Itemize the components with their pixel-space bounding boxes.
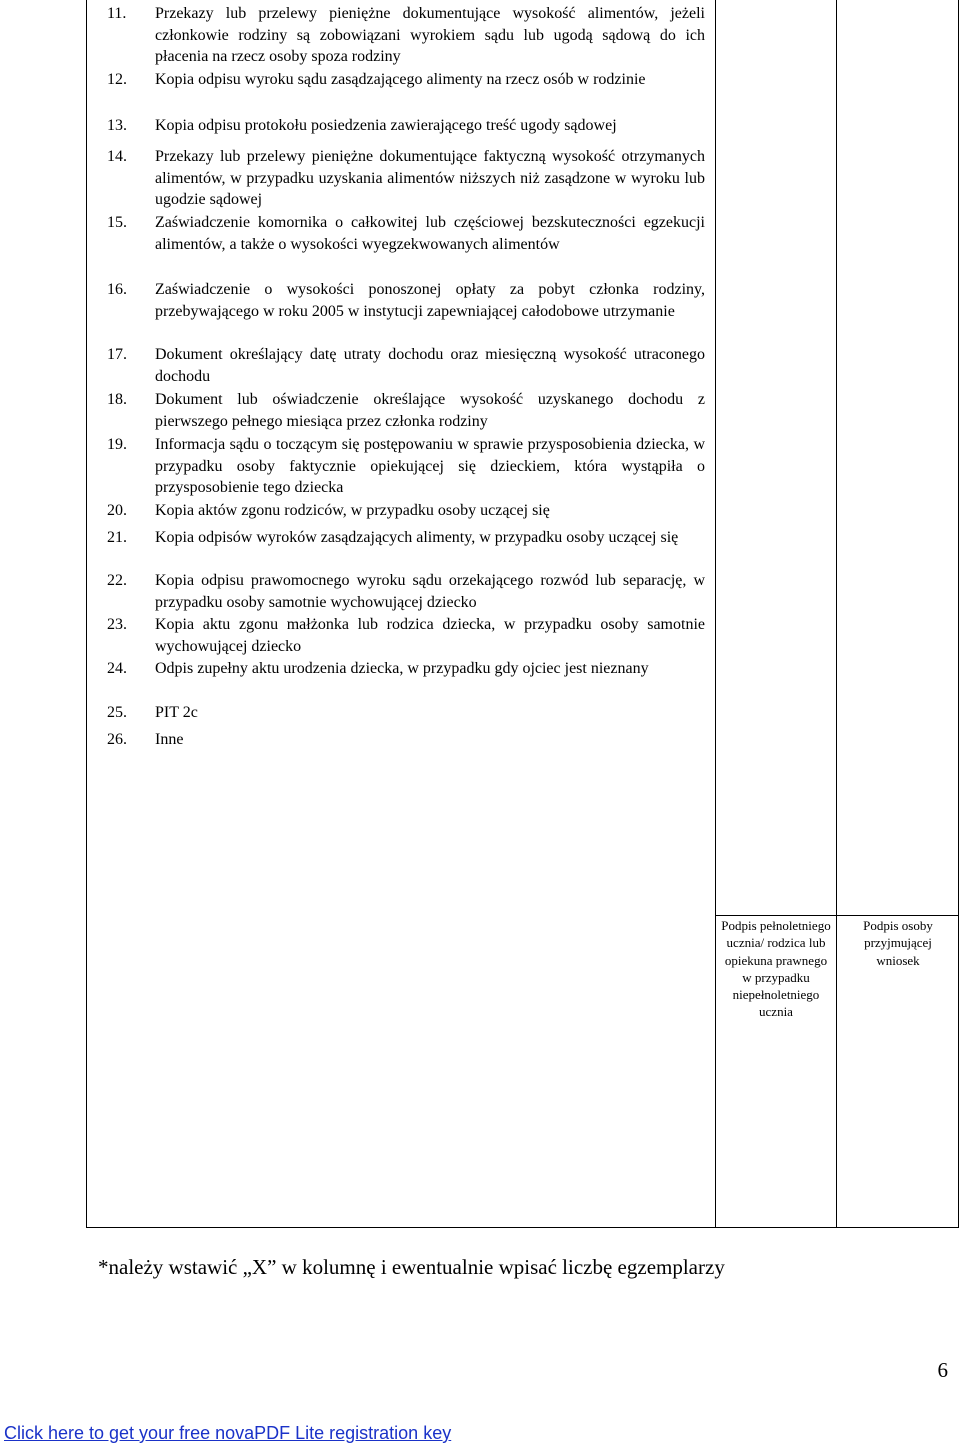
footnote: *należy wstawić „X” w kolumnę i ewentualnie wpisać liczbę egzemplarzy	[98, 1255, 725, 1279]
list-item	[87, 387, 715, 431]
item-text: Kopia aktu zgonu małżonka lub rodzica dziecka, w przypadku osoby samotnie wychowującej dziecko	[155, 616, 705, 655]
registration-link[interactable]: Click here to get your free novaPDF Lite registration key	[4, 1423, 452, 1443]
item-text: Przekazy lub przelewy pieniężne dokumentujące faktyczną wysokość otrzymanych alimentów, w przypadku uzyskania alimentów niższych niż zasądzone w wyroku lub ugodzie sądowej	[155, 148, 705, 208]
item-text: Informacja sądu o toczącym się postępowaniu w sprawie przysposobienia dziecka, w przypadku osoby faktycznie opiekującej się dzieckiem, która wystąpiła o przysposobienie tego dziecka	[155, 436, 705, 496]
list-item	[87, 568, 715, 612]
list-item	[87, 612, 715, 656]
list-item	[87, 139, 715, 209]
item-text: Kopia odpisu protokołu posiedzenia zawierającego treść ugody sądowej	[155, 117, 617, 134]
signature-row-divider	[715, 915, 959, 916]
item-number: 18.	[107, 391, 127, 408]
item-number: 12.	[107, 71, 127, 88]
item-number: 13.	[107, 117, 127, 134]
item-number: 19.	[107, 436, 127, 453]
item-number: 25.	[107, 704, 127, 721]
column-divider-1	[715, 0, 716, 1228]
list-item	[87, 209, 715, 276]
item-text: Kopia odpisu prawomocnego wyroku sądu orzekającego rozwód lub separację, w przypadku osoby samotnie wychowującej dziecko	[155, 572, 705, 611]
item-number: 14.	[107, 148, 127, 165]
item-text: Kopia odpisu wyroku sądu zasądzającego alimenty na rzecz osób w rodzinie	[155, 71, 646, 88]
list-item	[87, 726, 715, 754]
item-text: Przekazy lub przelewy pieniężne dokumentujące wysokość alimentów, jeżeli członkowie rodziny są zobowiązani wyrokiem sądu lub ugodą sądową do ich płacenia na rzecz osoby spoza rodziny	[155, 5, 705, 65]
item-text: Kopia odpisów wyroków zasądzających alimenty, w przypadku osoby uczącej się	[155, 529, 679, 546]
item-number: 23.	[107, 616, 127, 633]
receiver-signature-label: Podpis osoby przyjmującej wniosek	[863, 918, 933, 968]
item-text: Dokument lub oświadczenie określające wysokość uzyskanego dochodu z pierwszego pełnego miesiąca przez członka rodziny	[155, 391, 705, 430]
item-text: Zaświadczenie o wysokości ponoszonej opłaty za pobyt członka rodziny, przebywającego w roku 2005 w instytucji zapewniającej całodobowe utrzymanie	[155, 281, 705, 320]
list-item	[87, 112, 715, 139]
page-number: 6	[937, 1358, 948, 1382]
item-text: Kopia aktów zgonu rodziców, w przypadku osoby uczącej się	[155, 502, 550, 519]
list-item	[87, 0, 715, 67]
item-number: 15.	[107, 214, 127, 231]
item-number: 24.	[107, 660, 127, 677]
item-number: 16.	[107, 281, 127, 298]
item-number: 22.	[107, 572, 127, 589]
item-text: Inne	[155, 731, 184, 748]
list-item	[87, 276, 715, 342]
item-number: 21.	[107, 529, 127, 546]
item-text: PIT 2c	[155, 704, 198, 721]
item-text: Dokument określający datę utraty dochodu oraz miesięczną wysokość utraconego dochodu	[155, 346, 705, 385]
list-item	[87, 67, 715, 112]
document-list	[87, 0, 715, 754]
item-number: 20.	[107, 502, 127, 519]
item-number: 26.	[107, 731, 127, 748]
list-item	[87, 700, 715, 726]
list-item	[87, 498, 715, 524]
item-text: Odpis zupełny aktu urodzenia dziecka, w przypadku gdy ojciec jest nieznany	[155, 660, 649, 677]
item-number: 17.	[107, 346, 127, 363]
student-signature-label: Podpis pełnoletniego ucznia/ rodzica lub opiekuna prawnego w przypadku niepełnoletniego ucznia	[721, 918, 831, 1020]
list-item	[87, 342, 715, 387]
item-text: Zaświadczenie komornika o całkowitej lub częściowej bezskuteczności egzekucji alimentów, a także o wysokości wyegzekwowanych alimentów	[155, 214, 705, 253]
list-item	[87, 431, 715, 498]
item-number: 11.	[107, 5, 127, 22]
list-item	[87, 656, 715, 700]
column-divider-2	[836, 0, 837, 1228]
list-item	[87, 524, 715, 568]
